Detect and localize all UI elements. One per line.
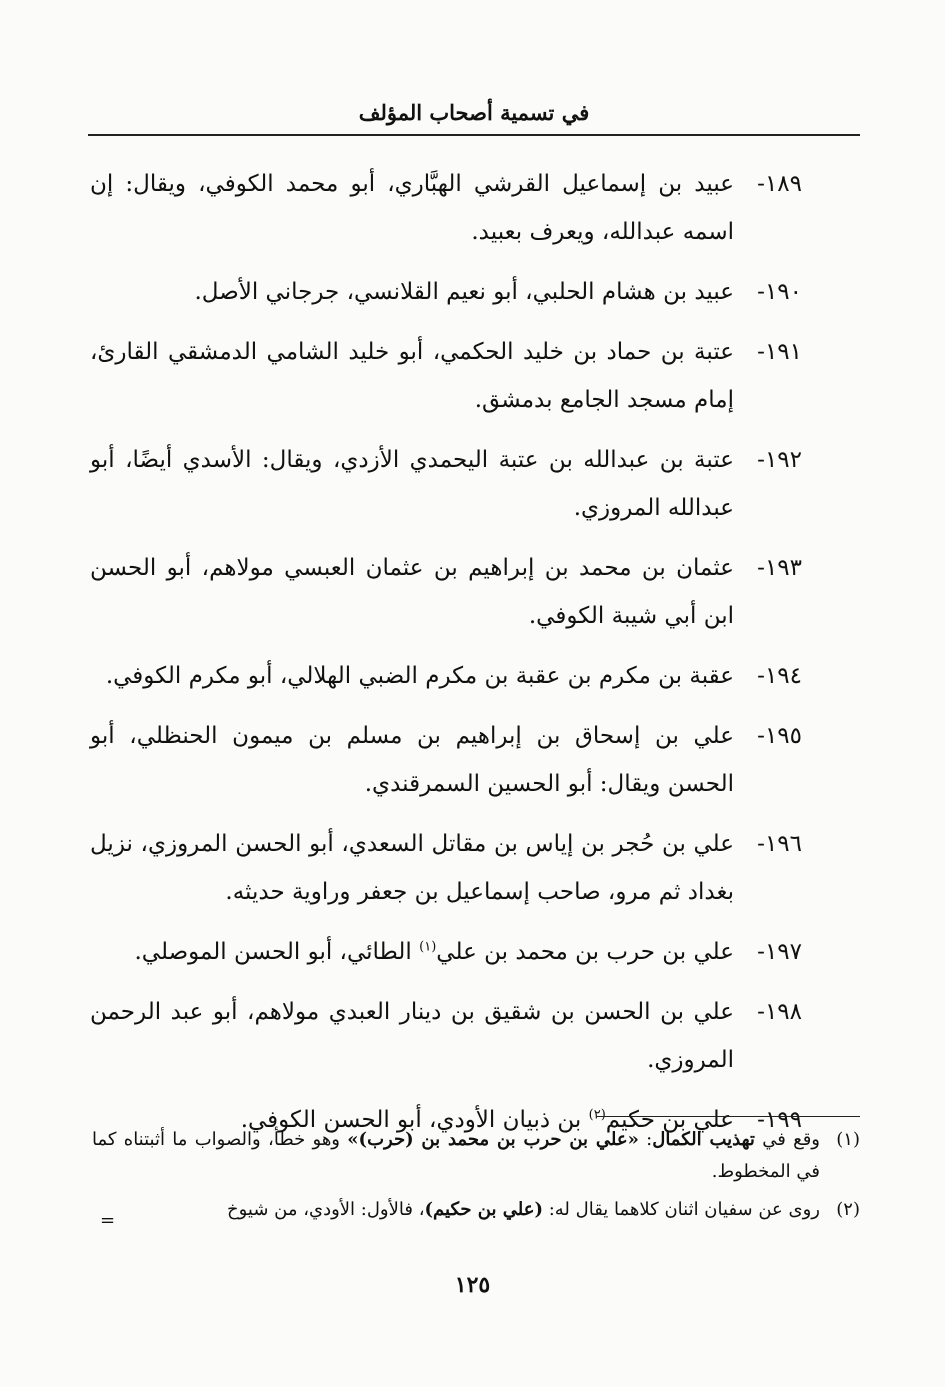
footnote-number: (١)	[836, 1129, 860, 1150]
footnote-text-part: ، فالأول: الأودي، من شيوخ	[226, 1199, 425, 1220]
running-head: في تسمية أصحاب المؤلف	[358, 100, 590, 125]
entry-number: ١٩٠-	[757, 279, 802, 305]
continuation-mark: =	[100, 1210, 116, 1231]
entry-193	[90, 544, 802, 640]
page-number: ١٢٥	[454, 1272, 491, 1298]
entry-text: علي بن الحسن بن شقيق بن دينار العبدي مولاهم، أبو عبد الرحمن المروزي.	[90, 999, 734, 1073]
footnote-source-title: تهذيب الكمال	[652, 1129, 755, 1150]
entry-192	[90, 436, 802, 532]
entry-text-before: علي بن حكيم	[605, 1107, 734, 1133]
entry-text: عقبة بن مكرم بن عقبة بن مكرم الضبي الهلالي، أبو مكرم الكوفي.	[105, 663, 734, 689]
entry-text	[90, 928, 734, 976]
entries-list	[90, 160, 802, 1156]
footnote-text-part: وهو خطأ، والصواب ما أثبتناه كما في المخطوط.	[92, 1129, 820, 1182]
entry-text: عبيد بن إسماعيل القرشي الهبَّاري، أبو محمد الكوفي، ويقال: إن اسمه عبدالله، ويعرف بعبيد.	[90, 171, 734, 245]
entry-number: ١٩٥-	[757, 723, 802, 749]
footnote-rule	[596, 1116, 860, 1117]
entry-text: علي بن إسحاق بن إبراهيم بن مسلم بن ميمون الحنظلي، أبو الحسن ويقال: أبو الحسين السمرقندي.	[90, 723, 734, 797]
entry-text: عتبة بن عبدالله بن عتبة اليحمدي الأزدي، ويقال: الأسدي أيضًا، أبو عبدالله المروزي.	[90, 447, 734, 521]
footnotes	[92, 1124, 860, 1232]
entry-197	[90, 928, 802, 976]
footnote-text	[92, 1124, 820, 1188]
entry-number: ١٩٩-	[757, 1107, 802, 1133]
entry-number: ١٩٨-	[757, 999, 802, 1025]
footnote-reference[interactable]: (١)	[419, 939, 437, 955]
entry-text: عبيد بن هشام الحلبي، أبو نعيم القلانسي، جرجاني الأصل.	[194, 279, 734, 305]
entry-text-after: بن ذبيان الأودي، أبو الحسن الكوفي.	[240, 1107, 589, 1133]
entry-number: ١٩٦-	[757, 831, 802, 857]
entry-195	[90, 712, 802, 808]
entry-text: عتبة بن حماد بن خليد الحكمي، أبو خليد الشامي الدمشقي القارئ، إمام مسجد الجامع بدمشق.	[90, 339, 734, 413]
footnote-2	[92, 1194, 860, 1226]
entry-number: ١٩٤-	[757, 663, 802, 689]
entry-number: ١٩١-	[757, 339, 802, 365]
entry-number: ١٨٩-	[757, 171, 802, 197]
entry-number: ١٩٢-	[757, 447, 802, 473]
entry-number: ١٩٣-	[757, 555, 802, 581]
entry-number: ١٩٧-	[757, 939, 802, 965]
entry-191	[90, 328, 802, 424]
footnote-text-part: :	[638, 1129, 653, 1150]
entry-text: علي بن حُجر بن إياس بن مقاتل السعدي، أبو الحسن المروزي، نزيل بغداد ثم مرو، صاحب إسماعيل بن جعفر وراوية حديثه.	[90, 831, 734, 905]
footnote-reference[interactable]: (٢)	[588, 1107, 606, 1123]
footnote-1	[92, 1124, 860, 1188]
entry-text: عثمان بن محمد بن إبراهيم بن عثمان العبسي مولاهم، أبو الحسن ابن أبي شيبة الكوفي.	[90, 555, 734, 629]
entry-198	[90, 988, 802, 1084]
entry-text-after: الطائي، أبو الحسن الموصلي.	[134, 939, 420, 965]
footnote-quote: «علي بن حرب بن محمد بن (حرب)»	[347, 1129, 639, 1150]
entry-189	[90, 160, 802, 256]
footnote-text-part: روى عن سفيان اثنان كلاهما يقال له:	[542, 1199, 820, 1220]
entry-190	[90, 268, 802, 316]
footnote-number: (٢)	[836, 1199, 860, 1220]
footnote-text-part: وقع في	[754, 1129, 821, 1150]
entry-196	[90, 820, 802, 916]
header-rule	[88, 134, 860, 136]
footnote-text	[92, 1194, 820, 1226]
footnote-quote: (علي بن حكيم)	[424, 1199, 543, 1220]
entry-194	[90, 652, 802, 700]
entry-text-before: علي بن حرب بن محمد بن علي	[436, 939, 734, 965]
